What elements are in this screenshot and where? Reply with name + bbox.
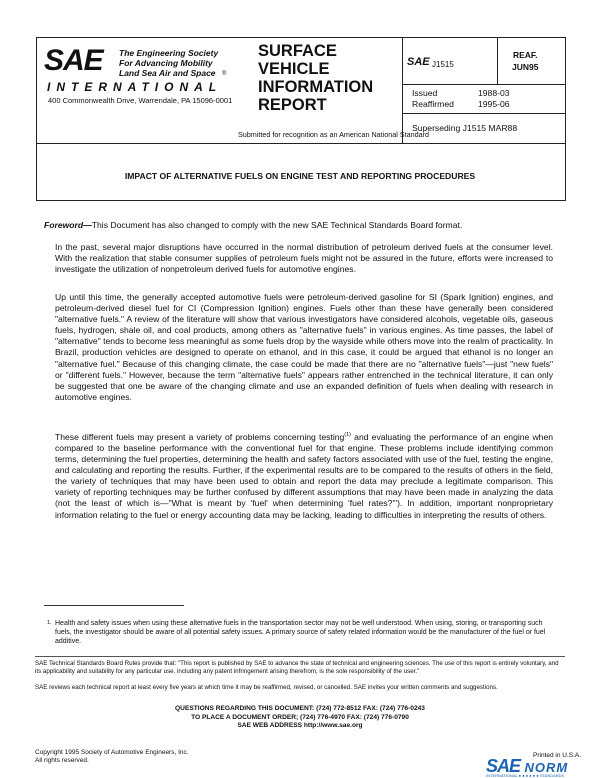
footnote-ref: (1) (344, 432, 352, 438)
foreword-label: Foreword— (44, 220, 92, 230)
footnote-text: Health and safety issues when using these alternative fuels in the transportation sector may not be well understood. When using, storing, or transporting such fuels, the investigator should be aware of all potential safety issues. A primary source of safety related information would be the manufacturer of the fuel or fuel additive. (55, 620, 546, 646)
issued-label: Issued (412, 88, 438, 98)
society-line-2: For Advancing Mobility (119, 58, 213, 68)
footnote (47, 619, 555, 647)
frame-right (565, 37, 566, 200)
watermark-sub: INTERNATIONAL ● ● ● ● ● ● STANDARDS (486, 773, 565, 778)
watermark-norm: NORM (524, 760, 569, 775)
doc-sae-logo: SAE (407, 56, 430, 68)
paragraph-1: In the past, several major disruptions have occurred in the normal distribution of petroleum derived fuels at the consumer level. With the realization that stable consumer supplies of petroleum fuels might not be assured in the future, efforts were increased to investigate the utilization of nonpetroleum derived fuels for automotive engines. (55, 242, 553, 275)
society-line-3: Land Sea Air and Space (119, 68, 216, 78)
document-title: IMPACT OF ALTERNATIVE FUELS ON ENGINE TEST AND REPORTING PROCEDURES (124, 171, 476, 181)
sae-logo: SAE (44, 44, 103, 77)
review-note: SAE reviews each technical report at least every five years at which time it may be reaffirmed, revised, or cancelled. SAE invites your written comments and suggestions. (35, 684, 498, 691)
submitted-note: Submitted for recognition as an American National Standard (238, 130, 429, 139)
society-line-1: The Engineering Society (119, 48, 219, 58)
sae-norm-watermark (486, 756, 568, 777)
printed-in: Printed in U.S.A. (533, 752, 582, 759)
copyright: Copyright 1995 Society of Automotive Engineers, Inc. All rights reserved. (35, 749, 189, 765)
issue-rule (402, 113, 566, 114)
document-number: J1515 (432, 60, 454, 69)
questions-line: QUESTIONS REGARDING THIS DOCUMENT: (724) 772-8512 FAX: (724) 776-0243 (175, 705, 425, 712)
footnote-number: 1. (47, 620, 52, 626)
supersedes-note: Superseding J1515 MAR88 (412, 123, 518, 133)
notes-rule (35, 656, 565, 657)
tsb-rules-note: SAE Technical Standards Board Rules provide that: "This report is published by SAE to advance the state of technical and engineering sciences. The use of this report is entirely voluntary, and its applicability and suitability for any particular use, including any patent infringement arising therefrom, is the sole responsibility of the user." (35, 660, 559, 675)
reaffirmed-value: 1995-06 (478, 99, 510, 109)
title-bottom-rule (36, 200, 566, 201)
foreword-text: This Document has also changed to comply with the new SAE Technical Standards Board format. (91, 220, 463, 230)
paragraph-2: Up until this time, the generally accepted automotive fuels were petroleum-derived gasoline for SI (Spark Ignition) engines, and petroleum-derived diesel fuel for CI (Compression Ignition) engines. Fuels other than these have generally been considered "alternative fuels." A review of the literature will show that various investigators have considered alcohols, vegetable oils, gaseous fuels, hydrogen, shale oil, and coal products, among others as "alternative fuels" in various engines. As time passes, the label of "alternative" tends to become less meaningful as some fuels drop by the wayside while others move into the realm of practicality. In Brazil, production vehicles are designed to operate on ethanol, and in this case, it could be argued that ethanol is no longer an "alternative fuel." Because of this changing climate, the case could be made that there are no "alternative fuels"—just "new fuels" or "different fuels." However, because the term "alternative fuels" appears rather entrenched in the technical literature, it can only be suggested that one be aware of the changing climate and use an expanded definition of fuels when dealing with research in automotive engines. (55, 292, 553, 402)
watermark-sae: SAE (486, 756, 521, 776)
frame-left (36, 37, 37, 200)
header-top-rule (36, 37, 566, 38)
society-address: 400 Commonwealth Drive, Warrendale, PA 15096-0001 (48, 96, 233, 105)
footnote-rule (44, 605, 184, 606)
order-line: TO PLACE A DOCUMENT ORDER; (724) 776-4970 FAX: (724) 776-0790 (191, 713, 409, 721)
contact-block (44, 705, 556, 731)
header-divider (402, 37, 403, 143)
docnum-rule (402, 84, 566, 85)
report-type: SURFACE VEHICLE INFORMATION REPORT (258, 42, 374, 114)
reaf-divider (497, 37, 498, 84)
header-bottom-rule (36, 143, 566, 144)
foreword-paragraph (44, 220, 556, 231)
web-address-line: SAE WEB ADDRESS http://www.sae.org (237, 722, 363, 730)
paragraph-3: These different fuels may present a variety of problems concerning testing$^{(1)}$ and evaluating the performance of an engine when compared to the baseline performance with the conventional fuel for that engine. These problems include identifying common terms, determining the fuel properties, determining the health and safety factors associated with use of the fuel, testing the engine, and calculating and reporting the results. Further, if the experimental results are to be compared to the results of others in the field, the variety of techniques that may have been used to obtain and report the data may preclude a legitimate comparison. This variety of reporting techniques may be further confused by different assumptions that may have been made in analyzing the data (not the least of which is—"What is meant by 'fuel' when determining 'fuel rates?'"). In addition, important nonproprietary information relating to the fuel or energy accounting data may be lacking, leading to difficulties in interpreting the results of others. (55, 431, 554, 520)
issued-value: 1988-03 (478, 88, 510, 98)
reaf-stamp: REAF. JUN95 (512, 50, 539, 72)
international-wordmark: INTERNATIONAL (47, 80, 223, 94)
reaffirmed-label: Reaffirmed (412, 99, 454, 109)
registered-mark: ® (222, 71, 227, 77)
